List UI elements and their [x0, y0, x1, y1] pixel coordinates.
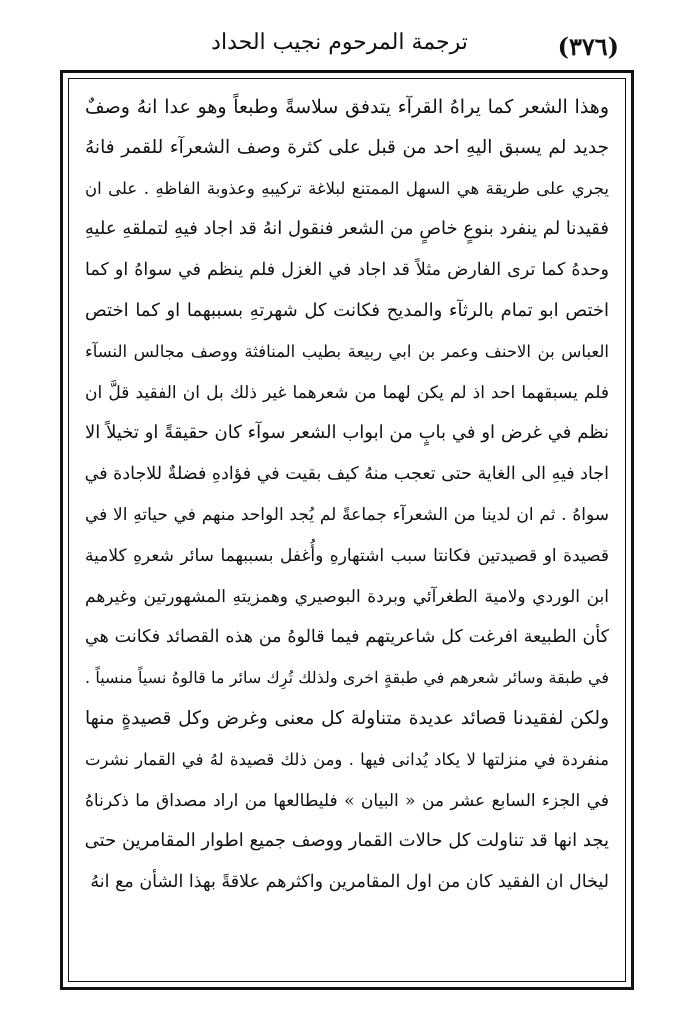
text-line: اختص ابو تمام بالرثآء والمديح فكانت كل شهرتهِ بسببهما او كما اختص	[85, 299, 609, 321]
text-line: في طبقة وسائر شعرهم في طبقةٍ اخرى ولذلك تُرِك سائر ما قالوهُ نسياً منسياً .	[85, 668, 609, 688]
text-line: ولكن لفقيدنا قصائد عديدة متناولة كل معنى وغرض وكل قصيدةٍ منها	[85, 707, 609, 729]
text-frame	[60, 70, 634, 990]
text-line: كأن الطبيعة افرغت كل شاعريتهم فيما قالوهُ من هذه القصائد فكانت هي	[85, 627, 609, 648]
text-line: منفردة في منزلتها لا يكاد يُدانى فيها . ومن ذلك قصيدة لهُ في القمار نشرت	[85, 749, 609, 769]
text-line: وحدهُ كما ترى الفارض مثلاً قد اجاد في الغزل فلم ينظم في سواهُ او كما	[85, 260, 609, 281]
body-text	[85, 87, 609, 903]
text-line: ابن الوردي ولامية الطغرآئي وبردة البوصيري وهمزيتهِ المشهورتين وغيرهم	[85, 586, 609, 607]
text-line: وهذا الشعر كما يراهُ القرآء يتدفق سلاسةً وطبعاً وهو عدا انهُ وصفٌ	[85, 96, 609, 118]
text-line: سواهُ . ثم ان لدينا من الشعرآء جماعةً لم يُجد الواحد منهم في حياتهِ الا في	[85, 504, 609, 525]
text-line: جديد لم يسبق اليهِ احد من قبل على كثرة وصف الشعرآء للقمر فانهُ	[85, 136, 609, 158]
text-line: ليخال ان الفقيد كان من اول المقامرين واكثرهم علاقةً بهذا الشأن مع انهُ	[90, 872, 609, 893]
text-line: اجاد فيهِ الى الغاية حتى تعجب منهُ كيف بقيت في فؤادهِ فضلةٌ للاجادة في	[85, 464, 609, 485]
text-line: العباس بن الاحنف وعمر بن ابي ربيعة بطيب المنافثة ووصف مجالس النسآء	[85, 341, 609, 361]
running-title: ترجمة المرحوم نجيب الحداد	[211, 30, 468, 55]
text-line: يجري على طريقة هي السهل الممتنع لبلاغة تركيبهِ وعذوبة الفاظهِ . على ان	[85, 178, 609, 198]
page-header	[60, 28, 619, 68]
text-line: نظم في غرض او في بابٍ من ابواب الشعر سوآء كان حقيقةً او تخيلاً الا	[85, 422, 609, 444]
text-line: في الجزء السابع عشر من « البيان » فليطالعها من اراد مصداق ما ذكرناهُ	[85, 790, 609, 811]
text-line: قصيدة او قصيدتين فكانتا سبب اشتهارهِ وأُغفل بسببهما سائر شعرهِ كلامية	[85, 545, 609, 566]
text-line: فلم يسبقهما احد اذ لم يكن لهما من شعرهما غير ذلك بل ان الفقيد قلَّ ان	[85, 382, 609, 403]
text-line: فقيدنا لم ينفرد بنوعٍ خاصٍ من الشعر فنقول انهُ قد اجاد فيهِ لتملقهِ عليهِ	[85, 218, 609, 240]
page-number: (٣٧٦)	[557, 32, 619, 61]
text-line: يجد انها قد تناولت كل حالات القمار ووصف جميع اطوار المقامرين حتى	[85, 830, 609, 852]
